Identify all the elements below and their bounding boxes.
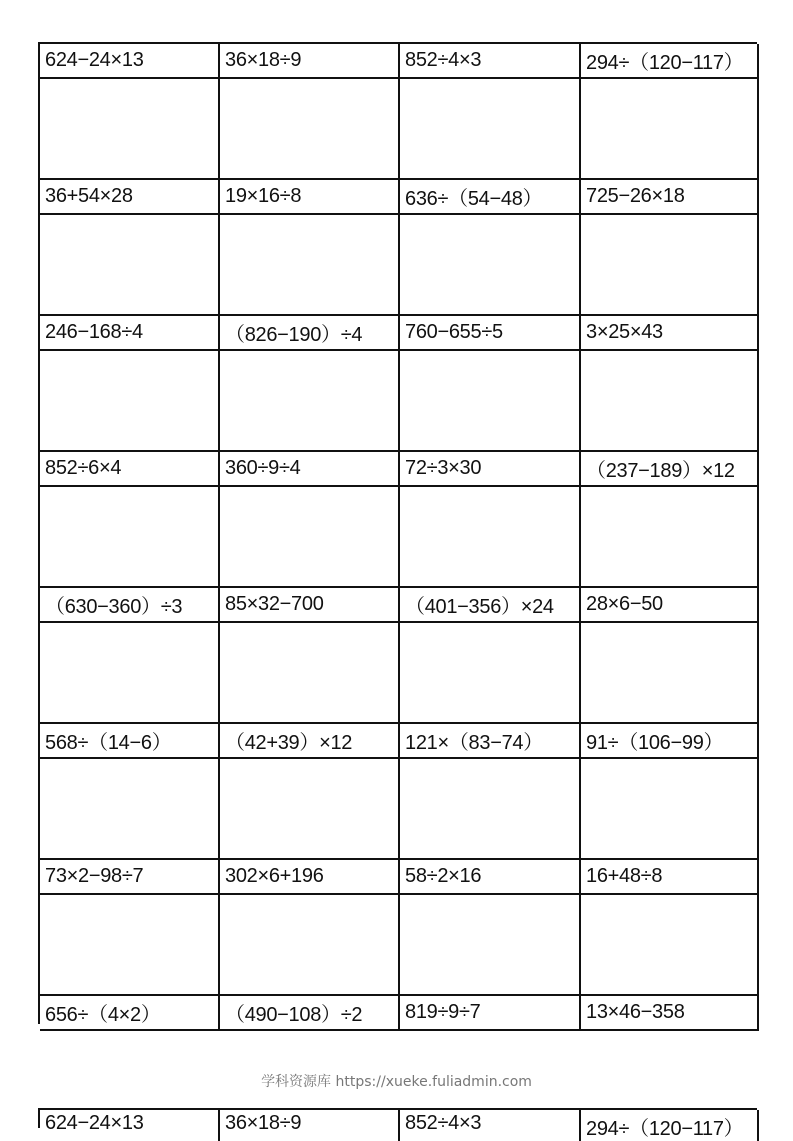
problem-cell: 28×6−50 — [581, 588, 759, 623]
problem-cell: （401−356）×24 — [400, 588, 581, 623]
problem-cell: 36+54×28 — [40, 180, 220, 215]
problem-cell: 852÷6×4 — [40, 452, 220, 487]
answer-space[interactable] — [40, 623, 220, 724]
next-page-grid-partial — [38, 1108, 757, 1140]
answer-space[interactable] — [220, 487, 400, 588]
problem-cell: 656÷（4×2） — [40, 996, 220, 1031]
answer-space[interactable] — [400, 215, 581, 316]
answer-space[interactable] — [40, 215, 220, 316]
answer-space[interactable] — [220, 79, 400, 180]
problem-cell: 73×2−98÷7 — [40, 860, 220, 895]
answer-space[interactable] — [400, 895, 581, 996]
next-page-problem-cell: 36×18÷9 — [220, 1110, 400, 1141]
problem-cell: （237−189）×12 — [581, 452, 759, 487]
answer-space[interactable] — [400, 759, 581, 860]
problem-cell: 636÷（54−48） — [400, 180, 581, 215]
answer-space[interactable] — [400, 351, 581, 452]
problem-cell: 294÷（120−117） — [581, 44, 759, 79]
next-page-problem-cell: 294÷（120−117） — [581, 1110, 759, 1141]
problem-cell: 121×（83−74） — [400, 724, 581, 759]
answer-space[interactable] — [581, 487, 759, 588]
problem-cell: （490−108）÷2 — [220, 996, 400, 1031]
answer-space[interactable] — [40, 487, 220, 588]
problem-cell: 85×32−700 — [220, 588, 400, 623]
answer-space[interactable] — [400, 487, 581, 588]
problem-cell: （826−190）÷4 — [220, 316, 400, 351]
answer-space[interactable] — [581, 623, 759, 724]
problem-cell: 360÷9÷4 — [220, 452, 400, 487]
problem-cell: 852÷4×3 — [400, 44, 581, 79]
answer-space[interactable] — [581, 351, 759, 452]
answer-space[interactable] — [400, 79, 581, 180]
problem-cell: （630−360）÷3 — [40, 588, 220, 623]
answer-space[interactable] — [40, 79, 220, 180]
answer-space[interactable] — [581, 215, 759, 316]
problem-cell: 3×25×43 — [581, 316, 759, 351]
next-page-problem-cell: 624−24×13 — [40, 1110, 220, 1141]
answer-space[interactable] — [220, 895, 400, 996]
answer-space[interactable] — [581, 895, 759, 996]
problem-cell: 91÷（106−99） — [581, 724, 759, 759]
problem-cell: 760−655÷5 — [400, 316, 581, 351]
answer-space[interactable] — [400, 623, 581, 724]
answer-space[interactable] — [581, 759, 759, 860]
problem-cell: 246−168÷4 — [40, 316, 220, 351]
problem-cell: 819÷9÷7 — [400, 996, 581, 1031]
answer-space[interactable] — [40, 895, 220, 996]
problem-cell: 36×18÷9 — [220, 44, 400, 79]
problem-cell: 624−24×13 — [40, 44, 220, 79]
answer-space[interactable] — [220, 215, 400, 316]
answer-space[interactable] — [40, 759, 220, 860]
answer-space[interactable] — [40, 351, 220, 452]
problem-cell: 58÷2×16 — [400, 860, 581, 895]
problem-cell: 13×46−358 — [581, 996, 759, 1031]
problem-cell: 568÷（14−6） — [40, 724, 220, 759]
problem-cell: 16+48÷8 — [581, 860, 759, 895]
next-page-problem-cell: 852÷4×3 — [400, 1110, 581, 1141]
worksheet-grid — [38, 42, 757, 1024]
problem-cell: 725−26×18 — [581, 180, 759, 215]
answer-space[interactable] — [220, 759, 400, 860]
answer-space[interactable] — [220, 351, 400, 452]
answer-space[interactable] — [220, 623, 400, 724]
problem-cell: 302×6+196 — [220, 860, 400, 895]
problem-cell: 72÷3×30 — [400, 452, 581, 487]
footer-watermark: 学科资源库 https://xueke.fuliadmin.com — [261, 1074, 532, 1090]
problem-cell: 19×16÷8 — [220, 180, 400, 215]
problem-cell: （42+39）×12 — [220, 724, 400, 759]
answer-space[interactable] — [581, 79, 759, 180]
